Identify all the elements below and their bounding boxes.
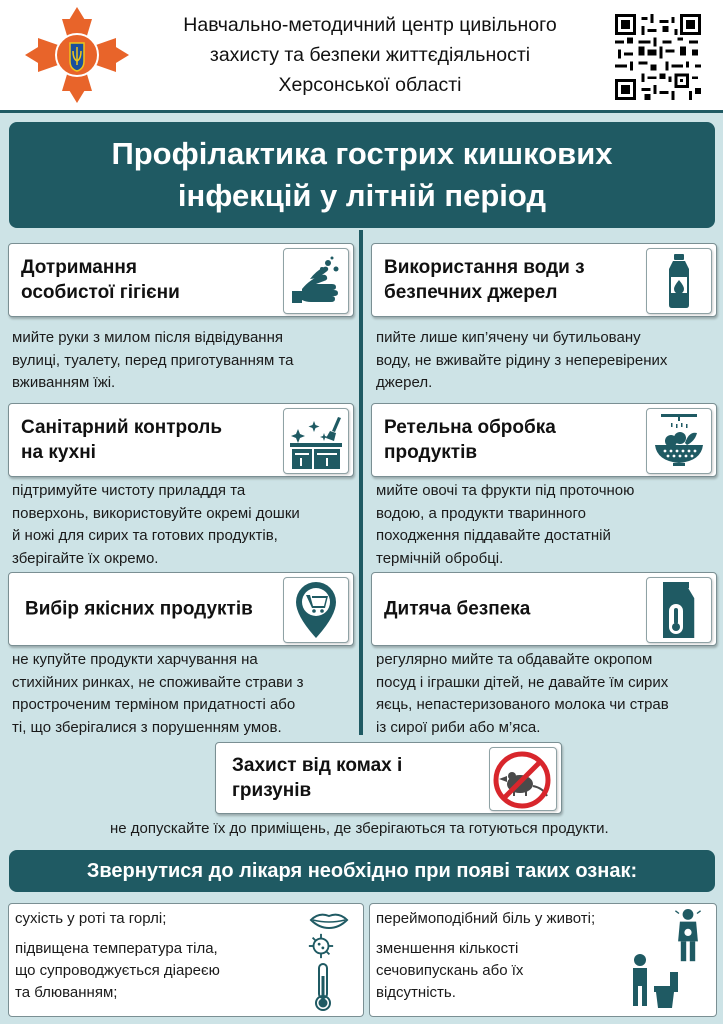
text-line: мийте руки з милом після відвідування [12,329,283,346]
no-rodents-icon [489,747,557,811]
card-kitchen-text [12,480,300,570]
text-line: й ножі для сирих та готових продуктів, [12,527,278,544]
symptom-line: та блюванням; [15,984,118,1001]
milk-carton-thermometer-icon [646,577,712,643]
dsns-emblem-icon [22,5,132,105]
symptom-line: що супроводжується діареєю [15,962,220,979]
card-title-line: Захист від комах і [232,755,403,776]
page-title [9,122,715,228]
card-processing-title [384,415,556,465]
qr-code-icon[interactable] [615,14,701,100]
text-line: термічній обробці. [376,549,504,567]
organization-name [150,10,590,100]
text-line: вживанням їжі. [12,374,116,391]
title-line-2: інфекцій у літній період [177,178,547,213]
card-kitchen [8,403,354,477]
card-children-text [376,649,669,739]
text-line: водою, а продукти тваринного [376,504,587,522]
text-line: посуд і іграшки дітей, не давайте їм сирих [376,673,669,691]
card-title-line: Дитяча безпека [384,598,531,620]
org-line-1: Навчально-методичний центр цивільного [183,14,557,36]
card-quality [8,572,354,646]
card-water-text [376,327,667,395]
virus-icon [307,932,335,960]
card-title-line: гризунів [232,780,312,801]
symptoms-left-text [15,908,220,1004]
wash-vegetables-icon [646,408,712,474]
card-title-line: на кухні [21,442,96,463]
symptom-line: підвищена температура тіла, [15,940,218,957]
text-line: вулиці, туалету, перед приготуванням та [12,351,294,369]
text-line: походження піддавайте достатній [376,527,611,544]
card-hygiene-title [21,255,180,305]
text-line: підтримуйте чистоту приладдя та [12,482,246,499]
text-line: зберігайте їх окремо. [12,549,159,567]
card-title-line: продуктів [384,442,478,463]
symptom-line: зменшення кількості [376,940,519,957]
column-divider [359,230,363,735]
text-line: регулярно мийте та обдавайте окропом [376,651,653,668]
text-line: не купуйте продукти харчування на [12,651,258,668]
text-line: із сирої риби або м’яса. [376,718,541,736]
text-line: воду, не вживайте рідину з неперевірених [376,351,668,369]
symptoms-banner: Звернутися до лікаря необхідно при появі таких ознак: [9,850,715,892]
card-title-line: Вибір якісних продуктів [25,598,253,620]
title-line-1: Профілактика гострих кишкових [111,136,613,171]
text-line: простроченим терміном придатності або [12,696,296,713]
header [0,0,723,113]
thermometer-icon [313,962,333,1012]
text-line: поверхонь, використовуйте окремі дошки [12,504,300,522]
handwash-icon [283,248,349,314]
card-processing-text [376,480,634,570]
text-line: стихійних ринках, не споживайте страви з [12,673,304,691]
text-line: мийте овочі та фрукти під проточною [376,482,635,499]
symptom-line: відсутність. [376,984,456,1001]
water-bottle-icon [646,248,712,314]
text-line: ті, що зберігалися з порушенням умов. [12,718,282,736]
symptom-line: сечовипускань або їх [376,962,524,979]
text-line: джерел. [376,374,433,391]
symptom-line: сухість у роті та горлі; [15,910,167,927]
card-pests [215,742,562,814]
card-title-line: Використання води з [384,257,585,278]
symptom-line: переймоподібний біль у животі; [376,910,596,927]
symptoms-right-box [369,903,717,1017]
lips-icon [309,910,349,930]
card-title-line: особистої гігієни [21,282,180,303]
card-title-line: Санітарний контроль [21,417,223,438]
text-line: яєць, непастеризованого молока чи страв [376,696,669,713]
card-title-line: Ретельна обробка [384,417,556,438]
card-title-line: Дотримання [21,257,137,278]
card-quality-text [12,649,304,739]
symptoms-left-box [8,903,364,1017]
text-line: пийте лише кип’ячену чи бутильовану [376,329,641,346]
card-children-title [384,597,530,622]
card-pests-text: не допускайте їх до приміщень, де зберігаються та готуються продукти. [110,820,609,837]
card-hygiene-text [12,327,294,395]
card-water [371,243,717,317]
org-line-2: захисту та безпеки життєдіяльності [209,44,531,66]
org-line-3: Херсонської області [278,74,462,96]
symptoms-right-text [376,908,595,1004]
card-quality-title [25,597,253,622]
shopping-location-icon [283,577,349,643]
card-title-line: безпечних джерел [384,282,558,303]
card-pests-title [232,753,402,803]
card-kitchen-title [21,415,222,465]
card-hygiene [8,243,354,317]
toilet-person-icon [624,950,684,1010]
clean-kitchen-icon [283,408,349,474]
card-processing [371,403,717,477]
card-water-title [384,255,585,305]
card-children [371,572,717,646]
